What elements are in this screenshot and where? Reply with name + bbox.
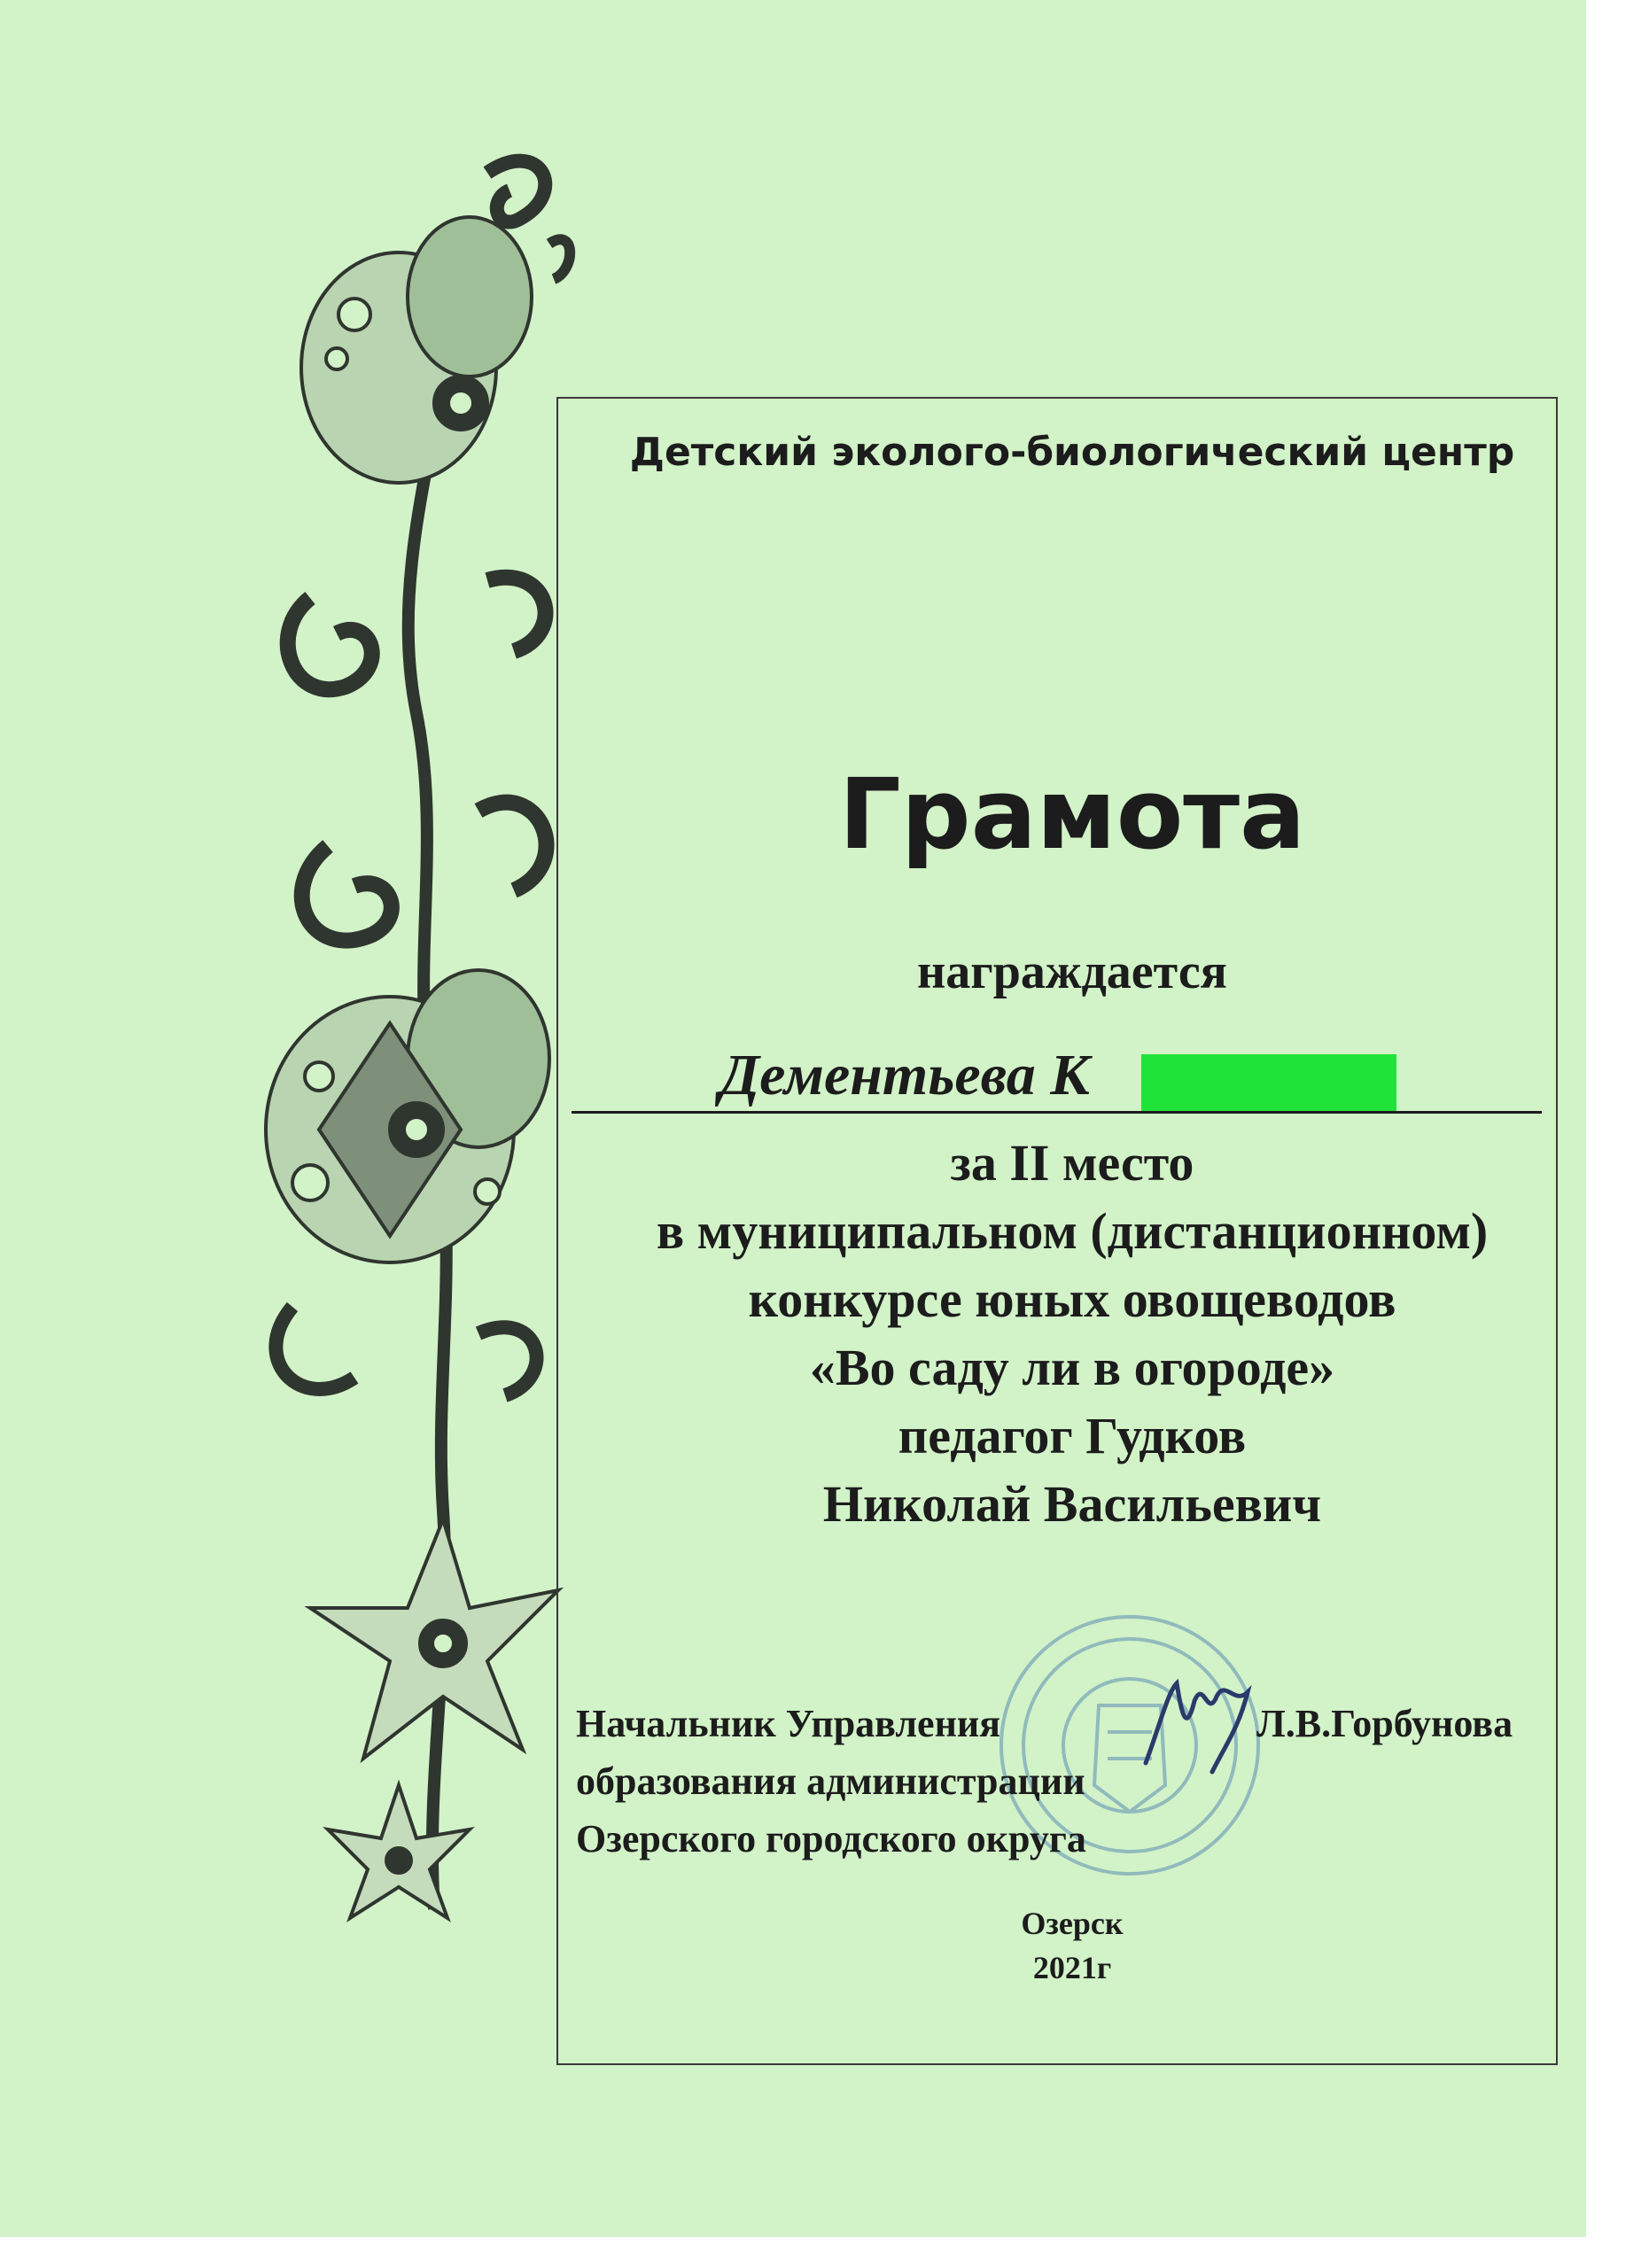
signatory-title-line: Начальник Управления [576, 1702, 1001, 1745]
awarded-label: награждается [917, 944, 1227, 999]
handwritten-signature [1141, 1674, 1265, 1781]
teacher-name-line: Николай Васильевич [822, 1475, 1322, 1533]
city-name: Озерск [1021, 1906, 1124, 1941]
reason-line: «Во саду ли в огороде» [809, 1339, 1335, 1396]
certificate-title: Грамота [838, 757, 1306, 871]
reason-line: конкурсе юных овощеводов [748, 1270, 1396, 1328]
teacher-line: педагог Гудков [898, 1407, 1247, 1464]
signatory-title-line: образования администрации [576, 1759, 1085, 1803]
floral-ornament-image [257, 137, 576, 1945]
signer-name: Л.В.Горбунова [1256, 1702, 1513, 1745]
signatory-title-line: Озерского городского округа [576, 1817, 1086, 1860]
reason-line: в муниципальном (дистанционном) [656, 1202, 1489, 1260]
reason-line: за II место [950, 1134, 1194, 1192]
issue-year: 2021г [1032, 1950, 1112, 1985]
organization-name: Детский эколого-биологический центр [629, 430, 1515, 475]
name-underline [572, 1111, 1542, 1114]
redaction-block [1141, 1054, 1396, 1111]
recipient-name: Дементьева К [719, 1043, 1090, 1107]
